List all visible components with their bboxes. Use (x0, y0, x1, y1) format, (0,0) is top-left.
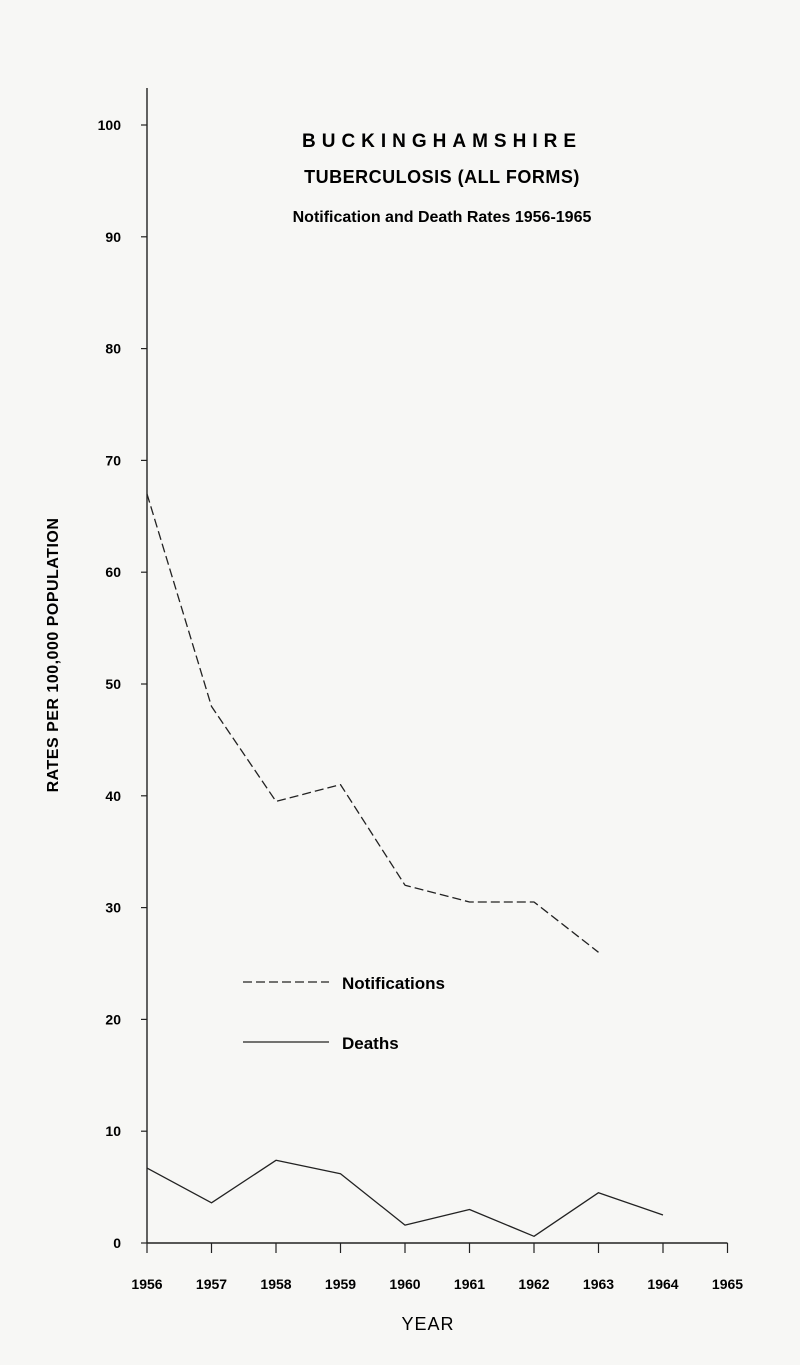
x-tick-label: 1962 (518, 1276, 550, 1292)
chart-titles (293, 131, 592, 226)
y-tick-label: 50 (105, 676, 121, 692)
x-tick-label: 1959 (324, 1276, 357, 1292)
x-tick-label: 1961 (453, 1276, 486, 1292)
x-tick-label: 1960 (389, 1276, 421, 1292)
series-line-notifications (147, 494, 599, 952)
x-tick-label: 1964 (647, 1276, 679, 1292)
chart-subtitle: TUBERCULOSIS (ALL FORMS) (304, 167, 580, 187)
y-tick-label: 30 (105, 899, 121, 916)
y-tick-label: 20 (105, 1011, 121, 1028)
x-ticks (131, 1243, 743, 1292)
y-tick-label: 0 (113, 1235, 121, 1251)
legend (243, 974, 445, 1053)
x-tick-label: 1965 (711, 1276, 744, 1292)
series-lines (147, 494, 663, 1236)
chart-subtitle-2: Notification and Death Rates 1956-1965 (292, 209, 592, 226)
y-tick-label: 70 (105, 452, 121, 469)
y-tick-label: 100 (97, 117, 121, 133)
y-tick-label: 10 (105, 1123, 121, 1140)
y-tick-label: 90 (105, 228, 121, 245)
series-line-deaths (147, 1160, 663, 1236)
x-tick-label: 1957 (195, 1276, 228, 1292)
legend-notifications-label: Notifications (342, 974, 445, 993)
y-tick-label: 80 (105, 340, 121, 357)
x-tick-label: 1958 (260, 1276, 292, 1292)
legend-deaths-label: Deaths (342, 1034, 399, 1053)
y-tick-label: 60 (105, 564, 121, 581)
y-axis-label: RATES PER 100,000 POPULATION (45, 517, 62, 793)
x-axis-label: YEAR (401, 1314, 455, 1334)
y-tick-label: 40 (105, 787, 121, 804)
x-tick-label: 1956 (131, 1276, 163, 1292)
y-ticks (98, 117, 147, 1251)
chart-title: BUCKINGHAMSHIRE (302, 131, 582, 152)
x-tick-label: 1963 (582, 1276, 615, 1292)
axes (147, 88, 728, 1243)
